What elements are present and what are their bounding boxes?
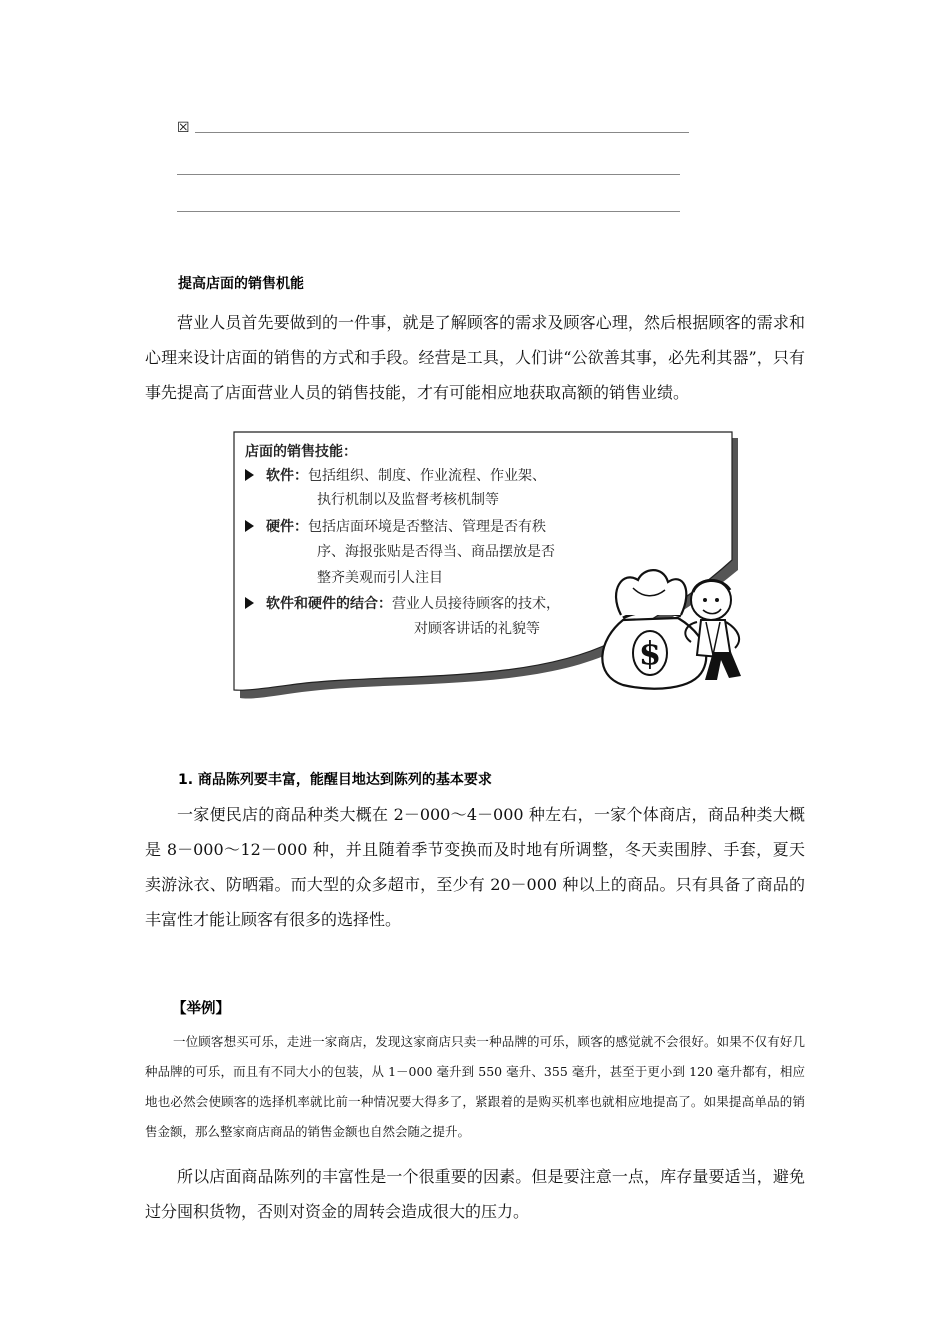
money-bag-illustration <box>593 560 753 690</box>
example-paragraph: 一位顾客想买可乐，走进一家商店，发现这家商店只卖一种品牌的可乐，顾客的感觉就不会很好。如果不仅有好几种品牌的可乐，而且有不同大小的包装，从 1－000 毫升到 550 毫升、355 毫升，甚至于更小到 120 毫升都有，相应地也必然会使顾客的选择机率就比前一种情况要大得多了，紧跟着的是购买机率也就相应地提高了。如果提高单品的销售金额，那么整家商店商品的销售金额也自然会随之提升。 <box>145 1034 805 1139</box>
list-item-continuation: 序、海报张贴是否得当、商品摆放是否 <box>317 544 555 560</box>
list-item: 硬件：包括店面环境是否整洁、管理是否有秩 <box>245 516 546 536</box>
section-paragraph: 一家便民店的商品种类大概在 2－000～4－000 种左右，一家个体商店，商品种类大概是 8－000～12－000 种，并且随着季节变换而及时地有所调整，冬天卖围脖、手套，夏天卖游泳衣、防晒霜。而大型的众多超市，至少有 20－000 种以上的商品。只有具备了商品的丰富性才能让顾客有很多的选择性。 <box>145 805 805 929</box>
arrow-bullet-icon <box>245 597 254 609</box>
checkbox-icon[interactable]: ☒ <box>177 120 190 136</box>
list-item-continuation: 对顾客讲话的礼貌等 <box>414 621 540 637</box>
section-title: 提高店面的销售机能 <box>178 276 304 292</box>
dollar-sign-icon: $ <box>638 634 662 672</box>
note-line <box>177 174 680 175</box>
section-title: 1. 商品陈列要丰富，能醒目地达到陈列的基本要求 <box>178 772 492 788</box>
arrow-bullet-icon <box>245 520 254 532</box>
list-item: 软件：包括组织、制度、作业流程、作业架、 <box>245 465 546 485</box>
conclusion-paragraph: 所以店面商品陈列的丰富性是一个很重要的因素。但是要注意一点，库存量要适当，避免过分囤积货物，否则对资金的周转会造成很大的压力。 <box>145 1167 805 1221</box>
list-item: 软件和硬件的结合：营业人员接待顾客的技术， <box>245 593 560 613</box>
note-line <box>195 132 689 133</box>
section-paragraph: 营业人员首先要做到的一件事，就是了解顾客的需求及顾客心理，然后根据顾客的需求和心理来设计店面的销售的方式和手段。经营是工具，人们讲“公欲善其事，必先利其器”，只有事先提高了店面营业人员的销售技能，才有可能相应地获取高额的销售业绩。 <box>145 313 805 402</box>
notes-area <box>177 121 190 135</box>
example-heading: 【举例】 <box>172 1001 230 1017</box>
list-item-continuation: 整齐美观而引人注目 <box>317 570 443 586</box>
arrow-bullet-icon <box>245 469 254 481</box>
skills-box-title: 店面的销售技能： <box>245 444 357 460</box>
list-item-continuation: 执行机制以及监督考核机制等 <box>317 492 499 508</box>
note-line <box>177 211 680 212</box>
